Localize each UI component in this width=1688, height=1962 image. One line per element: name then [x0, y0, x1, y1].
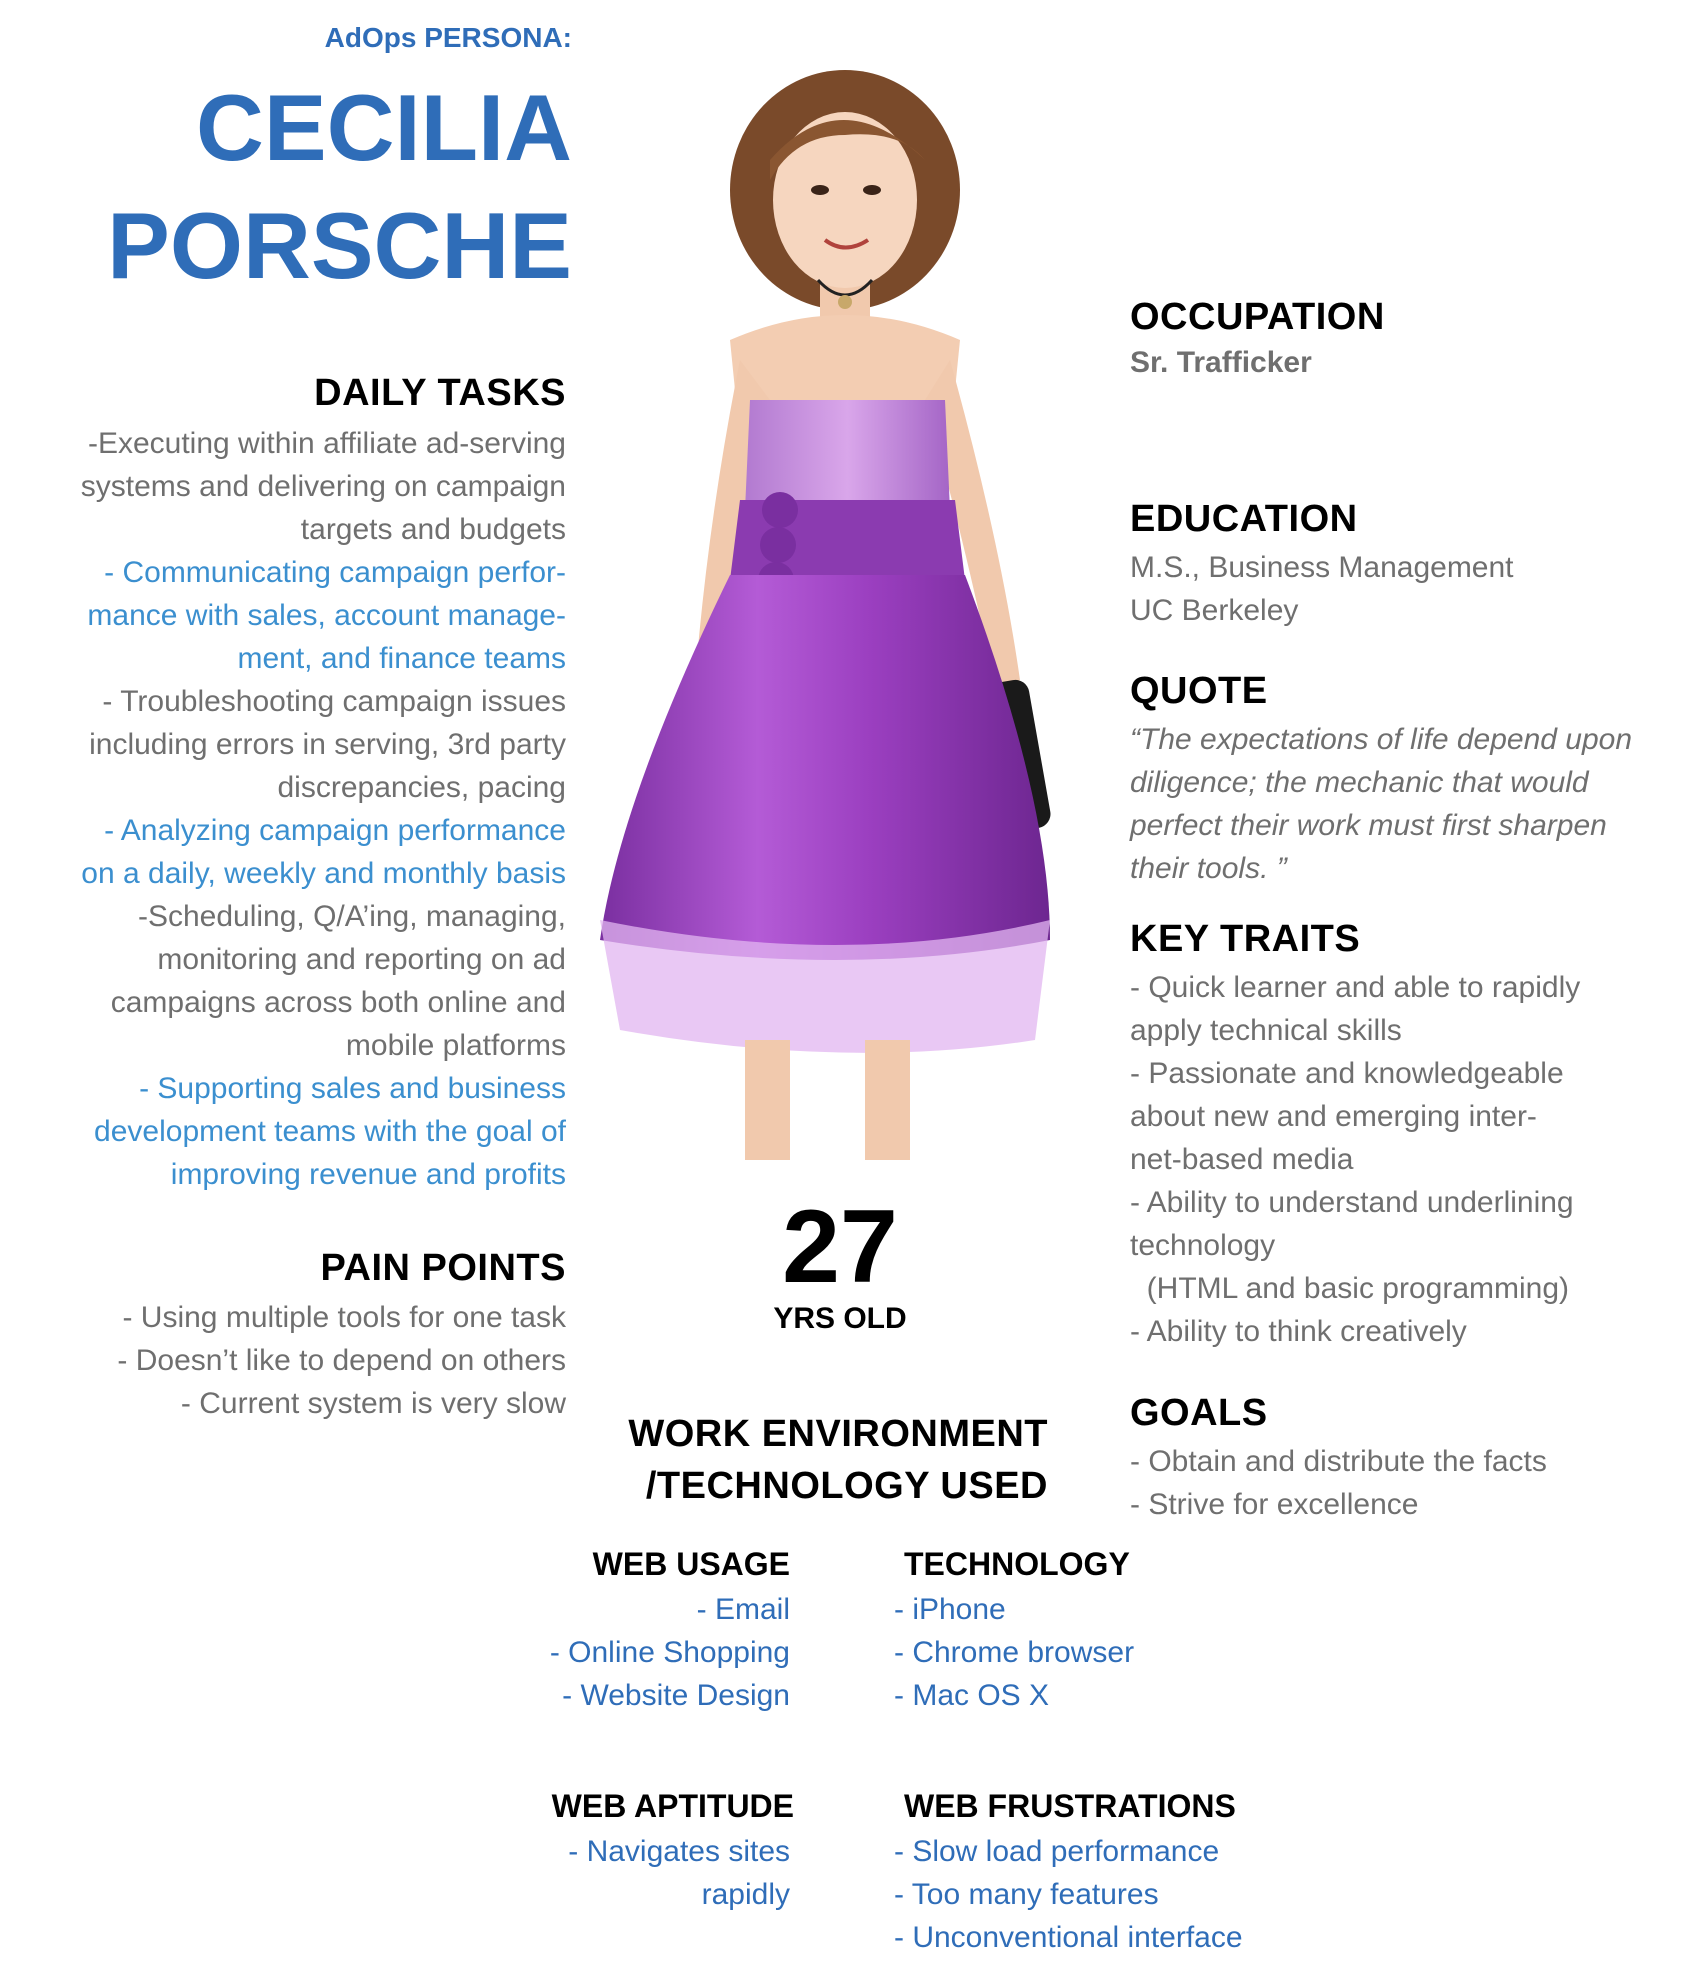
- quote-text: [1130, 718, 1632, 890]
- daily-task-line: ment, and finance teams: [237, 642, 566, 675]
- key-trait-line: - Ability to think creatively: [1130, 1315, 1467, 1348]
- technology-item: - iPhone: [894, 1593, 1006, 1626]
- daily-task-line: campaigns across both online and: [110, 986, 566, 1019]
- web-frustration-item: - Slow load performance: [894, 1835, 1220, 1868]
- education-list: [1130, 546, 1514, 632]
- key-traits-title: KEY TRAITS: [1130, 918, 1361, 960]
- daily-task-line: -Scheduling, Q/A’ing, managing,: [137, 900, 566, 933]
- quote-line: “The expectations of life depend upon: [1130, 723, 1633, 756]
- web-aptitude-title: WEB APTITUDE: [551, 1788, 794, 1824]
- web-usage-title: WEB USAGE: [592, 1546, 790, 1582]
- persona-label: AdOps PERSONA:: [324, 22, 572, 53]
- goals-list: [1130, 1440, 1547, 1526]
- quote-line: diligence; the mechanic that would: [1130, 766, 1589, 799]
- daily-task-line: targets and budgets: [300, 513, 566, 546]
- goal-item: - Strive for excellence: [1130, 1488, 1419, 1521]
- web-frustrations-title: WEB FRUSTRATIONS: [904, 1788, 1236, 1824]
- web-aptitude-item: rapidly: [701, 1878, 790, 1911]
- daily-task-line: monitoring and reporting on ad: [157, 943, 566, 976]
- daily-task-line: including errors in serving, 3rd party: [89, 728, 566, 761]
- age-number: 27: [782, 1189, 898, 1305]
- key-trait-line: about new and emerging inter-: [1130, 1100, 1537, 1133]
- goals-title: GOALS: [1130, 1392, 1268, 1434]
- key-traits-list: [1130, 966, 1580, 1353]
- web-frustration-item: - Unconventional interface: [894, 1921, 1243, 1954]
- persona-last-name: PORSCHE: [107, 193, 572, 298]
- key-trait-line: technology: [1130, 1229, 1276, 1262]
- daily-task-line: - Troubleshooting campaign issues: [102, 685, 566, 718]
- technology-item: - Mac OS X: [894, 1679, 1050, 1712]
- education-degree: M.S., Business Management: [1130, 551, 1514, 584]
- web-aptitude-list: [440, 1830, 790, 1916]
- daily-task-line: development teams with the goal of: [94, 1115, 566, 1148]
- daily-tasks-list: [10, 422, 566, 1196]
- daily-task-line: - Communicating campaign perfor-: [104, 556, 566, 589]
- persona-first-name: CECILIA: [196, 75, 572, 180]
- daily-task-line: discrepancies, pacing: [277, 771, 566, 804]
- daily-task-line: improving revenue and profits: [170, 1158, 566, 1191]
- web-usage-item: - Website Design: [562, 1679, 790, 1712]
- occupation-title: OCCUPATION: [1130, 296, 1385, 338]
- pain-point-item: - Current system is very slow: [180, 1387, 566, 1420]
- quote-line: perfect their work must first sharpen: [1130, 809, 1607, 842]
- daily-task-line: mance with sales, account manage-: [87, 599, 566, 632]
- technology-item: - Chrome browser: [894, 1636, 1135, 1669]
- key-trait-line: apply technical skills: [1130, 1014, 1402, 1047]
- quote-line: their tools. ”: [1130, 852, 1287, 885]
- web-usage-item: - Online Shopping: [549, 1636, 790, 1669]
- daily-task-line: - Supporting sales and business: [139, 1072, 566, 1105]
- technology-title: TECHNOLOGY: [904, 1546, 1130, 1582]
- pain-point-item: - Using multiple tools for one task: [122, 1301, 566, 1334]
- technology-list: [894, 1588, 1134, 1717]
- web-frustration-item: - Too many features: [894, 1878, 1159, 1911]
- daily-task-line: on a daily, weekly and monthly basis: [81, 857, 566, 890]
- pain-point-item: - Doesn’t like to depend on others: [117, 1344, 566, 1377]
- daily-task-line: mobile platforms: [345, 1029, 566, 1062]
- web-usage-list: [440, 1588, 790, 1717]
- work-env-title-line2: /TECHNOLOGY USED: [645, 1465, 1048, 1507]
- web-usage-item: - Email: [696, 1593, 790, 1626]
- daily-tasks-title: DAILY TASKS: [314, 372, 566, 414]
- key-trait-line: - Passionate and knowledgeable: [1130, 1057, 1564, 1090]
- education-title: EDUCATION: [1130, 498, 1358, 540]
- age-label: YRS OLD: [773, 1302, 907, 1335]
- web-frustrations-list: [894, 1830, 1243, 1959]
- key-trait-line: (HTML and basic programming): [1130, 1272, 1570, 1305]
- education-school: UC Berkeley: [1130, 594, 1299, 627]
- key-trait-line: net-based media: [1130, 1143, 1354, 1176]
- daily-task-line: systems and delivering on campaign: [80, 470, 566, 503]
- work-env-title: [560, 1408, 1048, 1512]
- goal-item: - Obtain and distribute the facts: [1130, 1445, 1547, 1478]
- web-aptitude-item: - Navigates sites: [568, 1835, 790, 1868]
- occupation-value: Sr. Trafficker: [1130, 346, 1312, 379]
- pain-points-title: PAIN POINTS: [320, 1247, 566, 1289]
- persona-photo: [580, 40, 1100, 1180]
- key-trait-line: - Ability to understand underlining: [1130, 1186, 1574, 1219]
- key-trait-line: - Quick learner and able to rapidly: [1130, 971, 1581, 1004]
- work-env-title-line1: WORK ENVIRONMENT: [628, 1413, 1048, 1455]
- daily-task-line: -Executing within affiliate ad-serving: [87, 427, 566, 460]
- daily-task-line: - Analyzing campaign performance: [104, 814, 566, 847]
- pain-points-list: [10, 1296, 566, 1425]
- quote-title: QUOTE: [1130, 670, 1268, 712]
